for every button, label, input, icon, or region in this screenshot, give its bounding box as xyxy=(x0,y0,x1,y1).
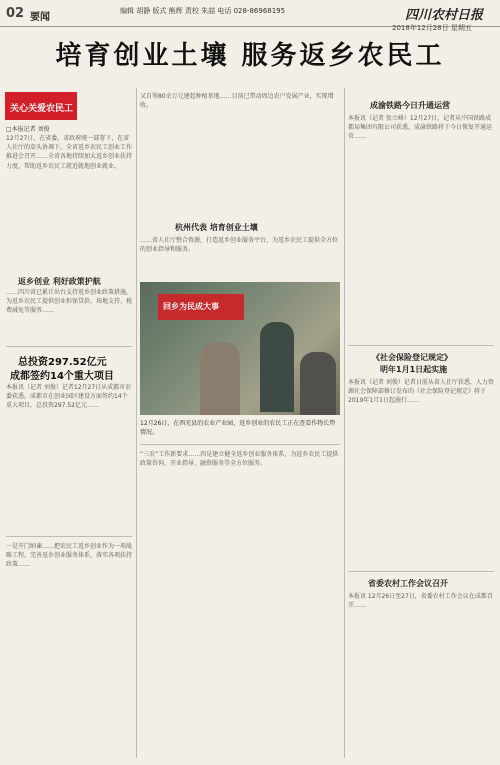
column-divider xyxy=(344,88,345,758)
article-body: ……省人社厅整合资源，打造返乡创业服务平台，为返乡农民工提供全方位的创业指导和服务。 xyxy=(140,237,339,254)
photo-figure xyxy=(300,352,336,415)
divider xyxy=(348,571,494,572)
divider xyxy=(140,444,340,445)
article-body: 又自筹80余万元建起种植基地……目前已带动周边农户发展产业，实现增收。 xyxy=(140,93,334,110)
main-headline: 培育创业土壤 服务返乡农民工 xyxy=(55,41,445,71)
article-body: 一是开门纳谏……把农民工返乡创业作为一项战略工程，完善返乡创业服务体系，落实各项扶持政策…… xyxy=(6,543,132,569)
article-headline: 总投资297.52亿元 xyxy=(18,357,107,368)
page-header xyxy=(0,0,500,32)
masthead-logo: 四川农村日报 xyxy=(405,8,484,23)
article-headline: 省委农村工作会议召开 xyxy=(368,579,448,588)
article-headline: 成渝铁路今日升通运营 xyxy=(370,101,450,110)
page-number: 02 xyxy=(6,6,25,21)
photo-figure xyxy=(260,322,294,412)
subheading: 返乡创业 利好政策护航 xyxy=(18,277,101,286)
divider xyxy=(348,345,494,346)
divider xyxy=(6,536,132,537)
article-body: 本报讯（记者 张立峰）12月27日，记者从中国铁路成都局集团有限公司获悉，成渝铁路将于今日恢复开通运营…… xyxy=(348,115,493,141)
article-body: 本报讯（记者 刘俊）记者12月27日从成都市农委获悉，成都市在创业园区建设方面签约14个重大项目，总投资297.52亿元…… xyxy=(6,384,132,410)
column-divider xyxy=(136,88,137,758)
article-headline-sub: 明年1月1日起实施 xyxy=(380,365,448,374)
article-body: “三农”工作新要求……四是建立健全返乡创业服务体系，为返乡农民工提供政策咨询、开业指导、融资服务等全方位服务。 xyxy=(140,451,339,468)
section-name: 要闻 xyxy=(30,12,50,23)
article-lead: 12月27日，在省委、省政府统一部署下，在省人社厅的牵头协调下，全省返乡农民工创业工作推进会召开……全省各地持续加大返乡创业扶持力度，帮助返乡农民工就近就地创业就业。 xyxy=(6,135,132,170)
subheading: 杭州代表 培育创业土壤 xyxy=(175,223,258,232)
article-body: 本报讯（记者 刘俊）记者日前从省人社厅获悉，人力资源社会保障部修订发布的《社会保险登记规定》将于2019年1月1日起施行…… xyxy=(348,379,494,405)
article-headline: 《社会保险登记规定》 xyxy=(372,353,452,362)
issue-date: 2018年12月28日 星期五 xyxy=(392,24,472,32)
byline: □本报记者 刘俊 xyxy=(6,126,50,133)
section-tag-label: 关心关爱农民工 xyxy=(10,104,74,114)
divider xyxy=(6,346,132,347)
photo-figure xyxy=(200,342,240,415)
article-headline-sub: 成都签约14个重大项目 xyxy=(10,371,114,382)
article-body: ……四川省已累计出台支持返乡创业政策措施，为返乡农民工提供创业担保贷款、场地支持、税费减免等服务…… xyxy=(6,289,132,315)
photo-banner-text: 回乡为民成大事 xyxy=(163,302,219,311)
photo-caption: 12月26日，在西充县的农业产业园，返乡创业的农民工正在查看作物长势情况。 xyxy=(140,420,336,436)
article-body: 本报讯 12月26日至27日，省委农村工作会议在成都召开…… xyxy=(348,593,493,610)
editor-credits: 编辑 胡静 版式 熊辉 责校 朱喆 电话 028-86968195 xyxy=(120,7,286,15)
